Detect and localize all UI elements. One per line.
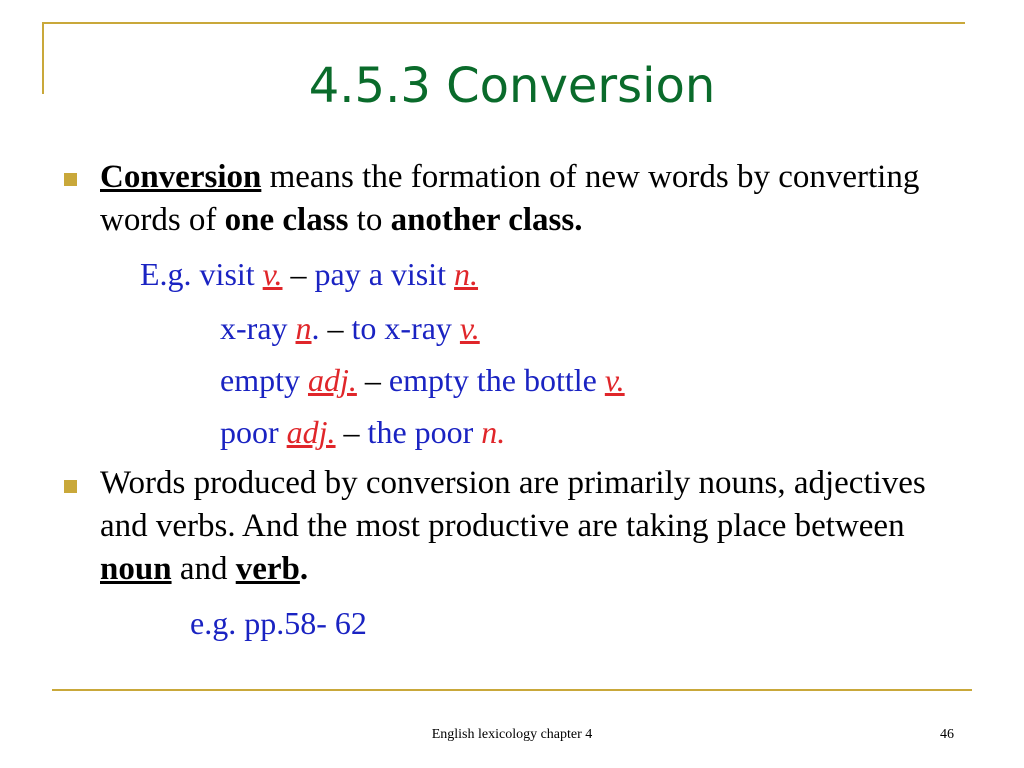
footer-text: English lexicology chapter 4 [431,727,593,742]
frame-bottom-line [52,689,972,691]
pos-tag: v. [459,310,480,346]
bullet-square-icon [64,480,77,493]
pos-tag: v. [262,256,283,292]
pos-tag: n [295,310,312,346]
frame-top-line [42,22,965,24]
bullet-2-text: Words produced by conversion are primarily nouns, adjectives and verbs. And the most productive are taking place between noun and verb. [100,465,926,587]
pos-tag: adj. [286,414,336,450]
pos-tag: adj. [307,362,357,398]
slide-title: 4.5.3 Conversion [308,58,716,114]
example-line-4: poor adj. – the poor n. [220,414,506,450]
bullet-1-text: Conversion means the formation of new words by converting words of one class to another class. [100,159,920,238]
example-line-1: E.g. visit v. – pay a visit n. [140,256,479,292]
term-conversion: Conversion [100,159,262,195]
bullet-square-icon [64,173,77,186]
example-reference: e.g. pp.58- 62 [190,605,367,641]
example-line-2: x-ray n. – to x-ray v. [220,310,480,346]
page-number: 46 [940,727,954,742]
pos-tag: n. [481,414,506,450]
pos-tag: n. [454,256,479,292]
pos-tag: v. [604,362,625,398]
example-line-3: empty adj. – empty the bottle v. [220,362,625,398]
